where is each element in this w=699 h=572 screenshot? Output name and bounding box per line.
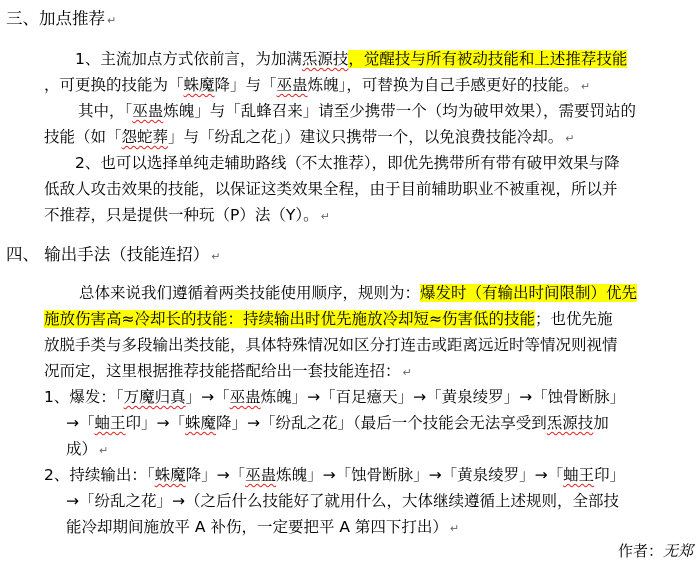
- paragraph-mark: ↵: [580, 80, 591, 93]
- text-run: 1、主流加点方式依前言，为: [75, 50, 271, 68]
- text-run: 加满: [270, 50, 302, 68]
- text-run: 况而定，这里根据推荐技能搭配给出一套技能连招：: [44, 362, 401, 380]
- text-line: [66, 514, 459, 540]
- text-line: [44, 358, 412, 384]
- text-run: 炼魄」，可替换为自己手感更好的技能。: [307, 76, 579, 94]
- text-run: 印」→「: [125, 414, 186, 432]
- section-heading: [6, 6, 116, 32]
- text-run: 炼魄」→「蚀骨断脉」→「黄泉绫罗」→「: [276, 466, 564, 484]
- text-run: 炼魄」→「百足癔天」→「黄泉绫罗」→「蚀骨断脉」: [260, 388, 626, 406]
- text-run: 1、爆发：「: [44, 388, 124, 406]
- text-run: 炼魄」与「乱蜂召来」请至少携带一个（均为破甲效果），需要罚站的: [163, 102, 637, 120]
- text-line: [75, 150, 620, 176]
- text-line: [66, 410, 609, 436]
- text-line: [75, 46, 627, 72]
- text-line: [44, 462, 625, 488]
- paragraph-mark: ↵: [320, 210, 330, 223]
- spellcheck-underlined-text: 蛛魔: [154, 466, 186, 484]
- text-line: [44, 306, 613, 332]
- text-line: [44, 332, 618, 358]
- spellcheck-underlined-text: 炁源技: [301, 50, 349, 68]
- text-run: 放脱手类与多段输出类技能，具体特殊情况如区分打连击或距离远近时等情况则视情: [44, 336, 618, 354]
- text-run: ，可更换的技能为「: [44, 76, 184, 94]
- text-run: 能冷却期间施放平 A 补伤，一定要把平 A 第四下打出）: [66, 518, 448, 536]
- text-run: 印」: [594, 466, 626, 484]
- text-run: 成）: [66, 440, 98, 458]
- text-line: [66, 488, 619, 514]
- text-run: 加: [593, 414, 609, 432]
- spellcheck-underlined-text: 蚰王: [563, 466, 595, 484]
- text-run: 总体来说我们遵循着两类技能使用顺序，规则为：: [79, 284, 421, 302]
- spellcheck-underlined-text: 蛛魔: [183, 76, 215, 94]
- spellcheck-underlined-text: 蛛魔: [185, 414, 217, 432]
- text-line: [78, 98, 636, 124]
- author-label: 作者：: [617, 542, 663, 560]
- text-run: 降」→「: [185, 466, 246, 484]
- section-heading: [6, 242, 220, 268]
- text-run: 不推荐，只是提供一种玩（P）法（Y）。: [44, 206, 319, 224]
- text-run: 低敌人攻击效果的技能，以保证这类效果全程，由于目前辅助职业不被重视，所以并: [44, 180, 618, 198]
- spellcheck-underlined-text: 怨蛇葬: [121, 128, 169, 146]
- text-run: 2、也可以选择单纯走辅助路线（不太推荐），即优先携带所有带有破甲效果与降: [75, 154, 620, 172]
- paragraph-mark: ↵: [107, 14, 117, 27]
- text-line: [44, 384, 625, 410]
- paragraph-mark: ↵: [449, 522, 460, 535]
- text-line: [44, 202, 330, 228]
- spellcheck-underlined-text: 蚰王: [94, 414, 126, 432]
- paragraph-mark: ↵: [211, 250, 221, 263]
- text-run: 2、持续输出：「: [44, 466, 155, 484]
- spellcheck-underlined-text: 巫蛊: [276, 76, 308, 94]
- paragraph-mark: ↵: [565, 132, 575, 145]
- text-line: [44, 124, 575, 150]
- spellcheck-underlined-text: 万魔归真: [123, 388, 186, 406]
- text-run: 降」→「纷乱之花」（最后一个技能会无法享受到: [216, 414, 547, 432]
- text-run: 四、 输出手法（技能连招）: [6, 245, 210, 264]
- text-run: ；也优先施: [534, 310, 613, 328]
- highlighted-text: 爆发时（有输出时间限制）优先: [420, 284, 638, 302]
- paragraph-mark: ↵: [402, 366, 412, 379]
- text-line: [44, 72, 590, 98]
- text-run: 其中，「: [78, 102, 133, 120]
- highlighted-text: ，觉醒技与所有被动技能和上述推荐技能: [348, 50, 628, 68]
- author-name: 无郑: [662, 542, 693, 560]
- spellcheck-underlined-text: 巫蛊: [229, 388, 261, 406]
- spellcheck-underlined-text: 巫蛊: [132, 102, 164, 120]
- spellcheck-underlined-text: 炁源技: [546, 414, 594, 432]
- highlighted-text: 施放伤害高≈冷却长的技能：持续输出时优先施放冷却短≈伤害低的技能: [44, 310, 535, 328]
- author-line: [618, 540, 693, 561]
- text-run: 」与「纷乱之花」）建议只携带一个，以免浪费技能冷却。: [168, 128, 564, 146]
- text-line: [79, 280, 637, 306]
- text-line: [44, 176, 618, 202]
- spellcheck-underlined-text: 巫蛊: [245, 466, 277, 484]
- text-line: [66, 436, 108, 462]
- text-run: →「纷乱之花」→（之后什么技能好了就用什么，大体继续遵循上述规则，全部技: [66, 492, 619, 510]
- text-run: →「: [66, 414, 95, 432]
- paragraph-mark: ↵: [99, 444, 109, 457]
- text-run: 」→「: [185, 388, 230, 406]
- text-run: 降」与「: [214, 76, 277, 94]
- text-run: 三、加点推荐: [6, 9, 105, 28]
- text-run: 技能（如「: [44, 128, 122, 146]
